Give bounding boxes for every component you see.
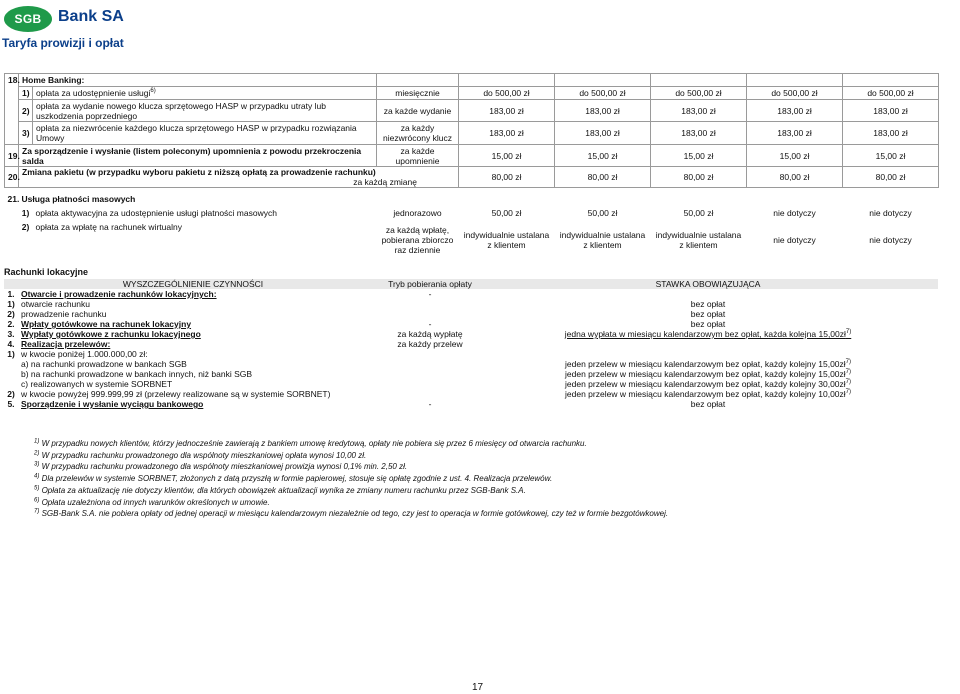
charge-mode: jednorazowo [393, 208, 442, 218]
footnotes [34, 438, 668, 520]
section-title: Rachunki lokacyjne [4, 267, 89, 277]
rate-value: bez opłat [690, 309, 726, 319]
row-label: w kwocie poniżej 1.000.000,00 zł: [21, 349, 148, 359]
table-row [4, 379, 938, 389]
row-number: 19. [5, 145, 19, 167]
row-number: 1. [7, 289, 15, 299]
rate-value: jeden przelew w miesiącu kalendarzowym bez opłat, każdy kolejny $15,00zł^{7)}$ [565, 359, 852, 369]
table-row [4, 339, 938, 349]
fee-value: 80,00 zł [747, 167, 843, 188]
fee-value: 50,00 zł [587, 208, 618, 218]
table-row [4, 359, 938, 369]
charge-mode: - [428, 289, 432, 299]
section-heading: Usługa płatności masowych [21, 194, 136, 204]
row-index: 1) [21, 208, 30, 218]
header-spec: WYSZCZEGÓLNIENIE CZYNNOŚCI [4, 279, 382, 289]
row-label: opłata za niezwrócenie każdego klucza sprzętowego HASP w przypadku rozwiązania Umowy [33, 122, 377, 145]
footnote: $^{2)}$ W przypadku rachunku prowadzonego dla wspólnoty mieszkaniowej opłata wynosi 10,00 zł. [34, 450, 367, 460]
table-row [5, 87, 939, 100]
rate-value: jeden przelew w miesiącu kalendarzowym bez opłat, każdy kolejny $30,00zł^{7)}$ [565, 379, 852, 389]
fee-value: 183,00 zł [459, 100, 555, 122]
row-index: 2) [21, 221, 30, 232]
row-number: 2. [7, 319, 15, 329]
row-label: opłata za wydanie nowego klucza sprzętowego HASP w przypadku utraty lub uszkodzenia poprzedniego [33, 100, 377, 122]
row-label: Wypłaty gotówkowe z rachunku lokacyjnego [21, 329, 201, 339]
rachunki-table [4, 279, 938, 409]
fee-value: nie dotyczy [869, 208, 912, 218]
table-row [5, 205, 939, 222]
fee-value: 183,00 zł [555, 100, 651, 122]
charge-mode: - [428, 399, 432, 409]
footnote: $^{4)}$ Dla przelewów w systemie SORBNET, złożonych z datą przyszłą w formie papierowej, stosuje się opłatę zgodnie z ust. 4. Realizacja przelewów. [34, 473, 553, 484]
fee-value: 15,00 zł [555, 145, 651, 167]
logo-oval [4, 6, 52, 32]
fees-table [4, 73, 939, 258]
row-number: 20. [5, 167, 19, 188]
fee-value: indywidualnie ustalana z klientem [559, 229, 646, 250]
page-number: 17 [472, 682, 484, 693]
header-rate: STAWKA OBOWIĄZUJĄCA [478, 279, 938, 289]
fee-value: 183,00 zł [843, 100, 939, 122]
row-label: Za sporządzenie i wysłanie (listem poleconym) upomnienia z powodu przekroczenia salda [19, 145, 377, 167]
row-label: a) na rachunki prowadzone w bankach SGB [21, 359, 187, 369]
fee-value: 80,00 zł [843, 167, 939, 188]
table-row [4, 309, 938, 319]
charge-mode: za każdy niezwrócony klucz [377, 122, 459, 145]
footnote: $^{6)}$ Opłata uzależniona od innych warunków określonych w umowie. [34, 496, 270, 507]
rate-value: jedna wypłata w miesiącu kalendarzowym bez opłat, każda kolejna $15,00zł^{7)}$ [564, 329, 852, 339]
row-index: 1) [19, 87, 33, 100]
row-label: opłata za udostępnienie usługi$^{6)}$ [33, 87, 377, 100]
rate-value: bez opłat [690, 299, 726, 309]
fee-value: 183,00 zł [651, 122, 747, 145]
footnote: $^{7)}$ SGB-Bank S.A. nie pobiera opłaty od jednej operacji w miesiącu kalendarzowym niezależnie od tego, czy jest to operacja w formie gotówkowej, czy też w formie bezgotówkowej. [34, 508, 669, 519]
row-index: 2) [7, 389, 15, 399]
charge-mode: za każde wydanie [377, 100, 459, 122]
document-title: Taryfa prowizji i opłat [2, 36, 124, 50]
fee-value: indywidualnie ustalana z klientem [655, 229, 742, 250]
fee-value: nie dotyczy [773, 208, 816, 218]
fee-value: 183,00 zł [747, 100, 843, 122]
table-row [4, 319, 938, 329]
charge-mode: za każde upomnienie [377, 145, 459, 167]
fee-value: 15,00 zł [651, 145, 747, 167]
charge-mode: za każdy przelew [397, 339, 463, 349]
table-row [5, 74, 939, 87]
table-row [4, 349, 938, 359]
rate-value: jeden przelew w miesiącu kalendarzowym bez opłat, każdy kolejny $10,00zł^{7)}$ [565, 389, 852, 399]
table-row [4, 369, 938, 379]
logo-text: SGB [14, 12, 42, 26]
row-label: w kwocie powyżej 999.999,99 zł (przelewy realizowane są w systemie SORBNET) [21, 389, 331, 399]
row-label: opłata za wpłatę na rachunek wirtualny [35, 221, 182, 232]
fee-value: 15,00 zł [459, 145, 555, 167]
fee-value: 15,00 zł [747, 145, 843, 167]
row-number: 4. [7, 339, 15, 349]
footnote: $^{1)}$ W przypadku nowych klientów, którzy jednocześnie zawierają z bankiem umowę kredytową, opłaty nie pobiera się przez 6 miesięcy od otwarcia rachunku. [34, 438, 587, 448]
row-label: b) na rachunki prowadzone w bankach innych, niż banki SGB [21, 369, 253, 379]
footnote: $^{5)}$ Opłata za aktualizację nie dotyczy klientów, dla których obowiązek aktualizacji wynika ze zmiany numeru rachunku przez SGB-Bank S.A. [34, 485, 526, 495]
footnote: $^{3)}$ W przypadku rachunku prowadzonego dla wspólnoty mieszkaniowej prowizja wynosi 0,1% min. 2,50 zł. [34, 461, 408, 472]
fee-value: do 500,00 zł [747, 87, 843, 100]
rate-value: jeden przelew w miesiącu kalendarzowym bez opłat, każdy kolejny $15,00zł^{7)}$ [565, 369, 852, 379]
fee-value: 183,00 zł [651, 100, 747, 122]
row-number: 3. [7, 329, 15, 339]
table-row [4, 399, 938, 409]
row-number: 18. [5, 74, 19, 87]
section-heading: Home Banking: [19, 74, 377, 87]
row-label: opłata aktywacyjna za udostępnienie usługi płatności masowych [35, 208, 277, 218]
row-label: Zmiana pakietu (w przypadku wyboru pakietu z niższą opłatą za prowadzenie rachunku) za każdą zmianę [19, 167, 459, 188]
fee-value: 183,00 zł [555, 122, 651, 145]
fee-value: 183,00 zł [747, 122, 843, 145]
rate-value: bez opłat [690, 399, 726, 409]
charge-mode: za każdą zmianę [353, 177, 417, 187]
rate-value: bez opłat [690, 319, 726, 329]
table-row [5, 122, 939, 145]
bank-logo [4, 4, 132, 30]
row-label: Otwarcie i prowadzenie rachunków lokacyjnych: [21, 289, 217, 299]
table-row [5, 194, 939, 205]
fee-value: do 500,00 zł [459, 87, 555, 100]
table-row [5, 100, 939, 122]
fee-value: 50,00 zł [491, 208, 522, 218]
row-index: 2) [19, 100, 33, 122]
table-row [4, 329, 938, 339]
table-row [5, 222, 939, 258]
fee-value: 80,00 zł [651, 167, 747, 188]
fee-value: 50,00 zł [683, 208, 714, 218]
fee-value: nie dotyczy [773, 234, 816, 245]
table-row [5, 167, 939, 188]
row-index: 3) [19, 122, 33, 145]
charge-mode: za każdą wpłatę, pobierana zbiorczo raz dziennie [381, 224, 454, 255]
row-index: 1) [7, 299, 15, 309]
charge-mode: - [428, 319, 432, 329]
fee-value: do 500,00 zł [651, 87, 747, 100]
fee-value: 15,00 zł [843, 145, 939, 167]
row-label: prowadzenie rachunku [21, 309, 107, 319]
table-row [4, 389, 938, 399]
header-mode: Tryb pobierania opłaty [382, 279, 478, 289]
table-row [4, 299, 938, 309]
row-label: Sporządzenie i wysłanie wyciągu bankowego [21, 399, 204, 409]
fee-value: 80,00 zł [555, 167, 651, 188]
charge-mode: za każdą wypłatę [397, 329, 463, 339]
row-label: Realizacja przelewów: [21, 339, 111, 349]
fee-value: nie dotyczy [869, 234, 912, 245]
charge-mode: miesięcznie [377, 87, 459, 100]
fee-value: do 500,00 zł [555, 87, 651, 100]
table-row [5, 145, 939, 167]
row-index: 2) [7, 309, 15, 319]
table-header-row [4, 279, 938, 289]
row-label: Wpłaty gotówkowe na rachunek lokacyjny [21, 319, 192, 329]
fee-value: 80,00 zł [459, 167, 555, 188]
fee-value: indywidualnie ustalana z klientem [463, 229, 550, 250]
row-number: 5. [7, 399, 15, 409]
row-number: 21. [7, 194, 20, 204]
table-row [4, 289, 938, 299]
row-label: c) realizowanych w systemie SORBNET [21, 379, 173, 389]
fee-value: do 500,00 zł [843, 87, 939, 100]
brand-name: Bank SA [58, 8, 124, 25]
fee-value: 183,00 zł [459, 122, 555, 145]
row-index: 1) [7, 349, 15, 359]
row-label: otwarcie rachunku [21, 299, 90, 309]
fee-value: 183,00 zł [843, 122, 939, 145]
